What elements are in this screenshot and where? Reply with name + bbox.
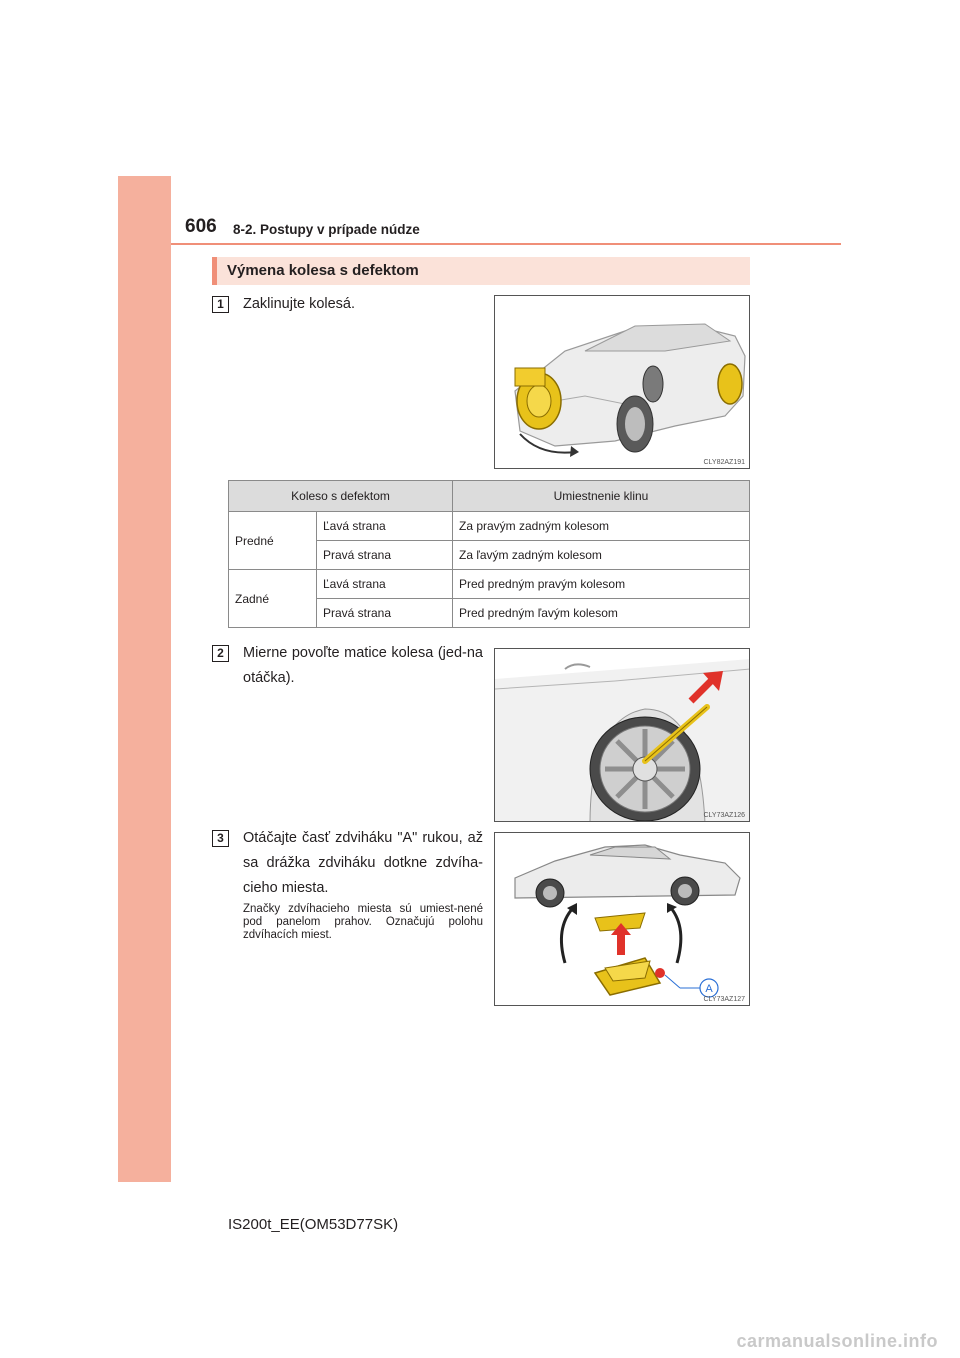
table-cell-location: Pred predným pravým kolesom bbox=[453, 570, 750, 599]
table-header-wheel: Koleso s defektom bbox=[229, 481, 453, 512]
table-cell-position: Predné bbox=[229, 512, 317, 570]
step-number-3: 3 bbox=[212, 830, 229, 847]
table-cell-side: Ľavá strana bbox=[317, 512, 453, 541]
table-header-location: Umiestnenie klinu bbox=[453, 481, 750, 512]
table-cell-side: Pravá strana bbox=[317, 541, 453, 570]
step-text-2: Mierne povoľte matice kolesa (jed-na otáčka). bbox=[243, 645, 483, 686]
section-title: Výmena kolesa s defektom bbox=[227, 262, 419, 279]
step-note-3: Značky zdvíhacieho miesta sú umiest-nené pod panelom prahov. Označujú polohu zdvíhacích miest. bbox=[243, 903, 483, 941]
table-cell-location: Pred predným ľavým kolesom bbox=[453, 599, 750, 628]
table-cell-position: Zadné bbox=[229, 570, 317, 628]
figure-code: CLY82AZ191 bbox=[703, 459, 745, 466]
figure-label-a: A bbox=[705, 983, 713, 995]
chapter-title: 8-2. Postupy v prípade núdze bbox=[233, 222, 420, 237]
wheel-chock-table bbox=[228, 480, 750, 628]
table-row bbox=[229, 570, 750, 599]
step-text-3: Otáčajte časť zdviháku "A" rukou, až sa drážka zdviháku dotkne zdvíha-cieho miesta. bbox=[243, 830, 483, 896]
table-cell-location: Za pravým zadným kolesom bbox=[453, 512, 750, 541]
figure-wheel-chocks bbox=[494, 295, 750, 469]
table-row bbox=[229, 512, 750, 541]
step-number-1: 1 bbox=[212, 296, 229, 313]
step-text-1: Zaklinujte kolesá. bbox=[243, 296, 356, 312]
table-cell-side: Ľavá strana bbox=[317, 570, 453, 599]
figure-loosen-nuts bbox=[494, 648, 750, 822]
header-rule bbox=[171, 243, 841, 245]
side-band bbox=[118, 176, 171, 1182]
step-number-2: 2 bbox=[212, 645, 229, 662]
car-with-chocked-wheels-illustration bbox=[495, 296, 750, 469]
page-number: 606 bbox=[185, 216, 217, 237]
figure-jack-points bbox=[494, 832, 750, 1006]
section-heading bbox=[212, 257, 750, 285]
jack-placement-illustration bbox=[495, 833, 750, 1006]
wheel-nut-wrench-illustration bbox=[495, 649, 750, 822]
figure-code: CLY73AZ126 bbox=[703, 812, 745, 819]
watermark: carmanualsonline.info bbox=[736, 1331, 938, 1351]
document-id: IS200t_EE(OM53D77SK) bbox=[228, 1216, 399, 1233]
table-cell-side: Pravá strana bbox=[317, 599, 453, 628]
table-header-row bbox=[229, 481, 750, 512]
table-cell-location: Za ľavým zadným kolesom bbox=[453, 541, 750, 570]
figure-code: CLY73AZ127 bbox=[703, 996, 745, 1003]
